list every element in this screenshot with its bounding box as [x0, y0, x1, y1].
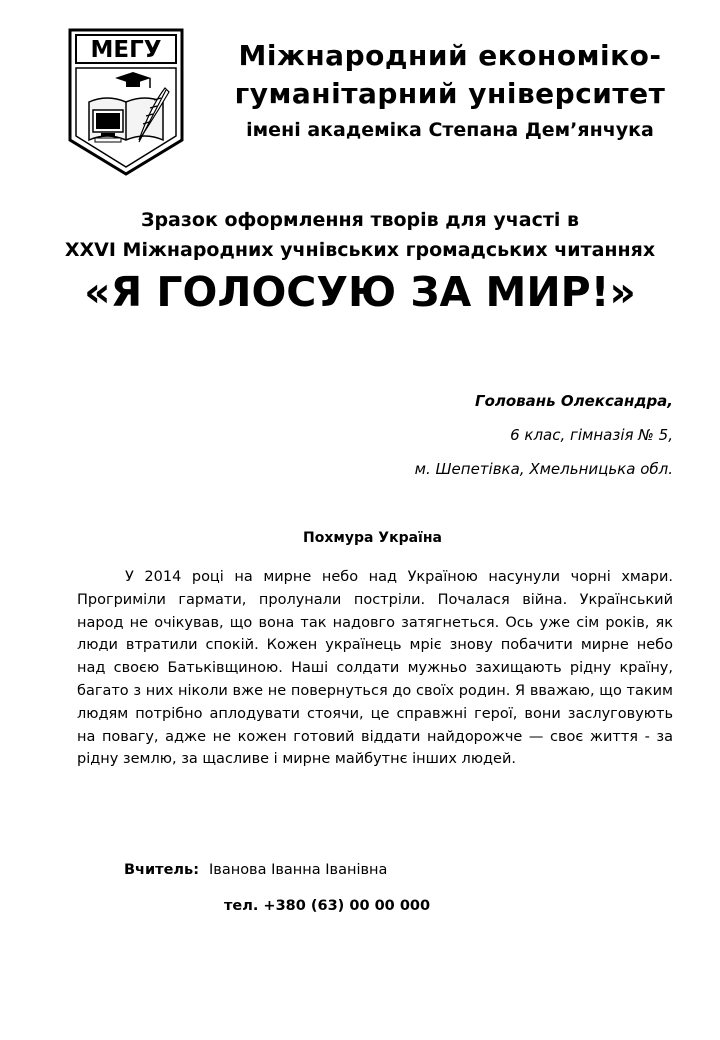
teacher-line [124, 860, 387, 880]
author-school: 6 клас, гімназія № 5, [510, 426, 673, 444]
main-title: «Я ГОЛОСУЮ ЗА МИР!» [84, 268, 636, 316]
university-logo [67, 28, 185, 176]
author-name: Головань Олександра, [475, 392, 673, 410]
subtitle-line-2: XXVI Міжнародних учнівських громадських читаннях [64, 239, 656, 261]
university-name-line-1: Міжнародний економіко- [238, 39, 662, 72]
university-name-line-2: гуманітарний університет [234, 77, 666, 110]
author-city: м. Шепетівка, Хмельницька обл. [414, 460, 673, 478]
teacher-label: Вчитель: [124, 862, 199, 878]
document-subtitle [0, 205, 720, 265]
essay-body: У 2014 році на мирне небо над Україною насунули чорні хмари. Прогриміли гармати, пролунали постріли. Почалася війна. Український народ не очікував, що вона так надовго затягнеться. Ось уже сім років, як люди втратили спокій. Кожен українець мріє знову побачити мирне небо над своєю Батьківщиною. Наші солдати мужньо захищають рідну країну, багато з них ніколи вже не повернуться до своїх родин. Я вважаю, що таким людям потрібно аплодувати стоячи, це справжні герої, вони заслуговують на повагу, адже не кожен готовий віддати найдорожче — своє життя - за рідну землю, за щасливе і мирне майбутнє інших людей. [77, 569, 673, 768]
essay-title: Похмура Україна [303, 530, 442, 546]
logo-text: МЕГУ [90, 37, 162, 63]
subtitle-line-1: Зразок оформлення творів для участі в [140, 209, 580, 231]
university-name [215, 37, 685, 143]
university-name-line-3: імені академіка Степана Дем’янчука [246, 119, 654, 141]
teacher-name: Іванова Іванна Іванівна [209, 862, 388, 878]
teacher-phone: тел. +380 (63) 00 00 000 [224, 898, 431, 914]
author-block [415, 384, 673, 486]
